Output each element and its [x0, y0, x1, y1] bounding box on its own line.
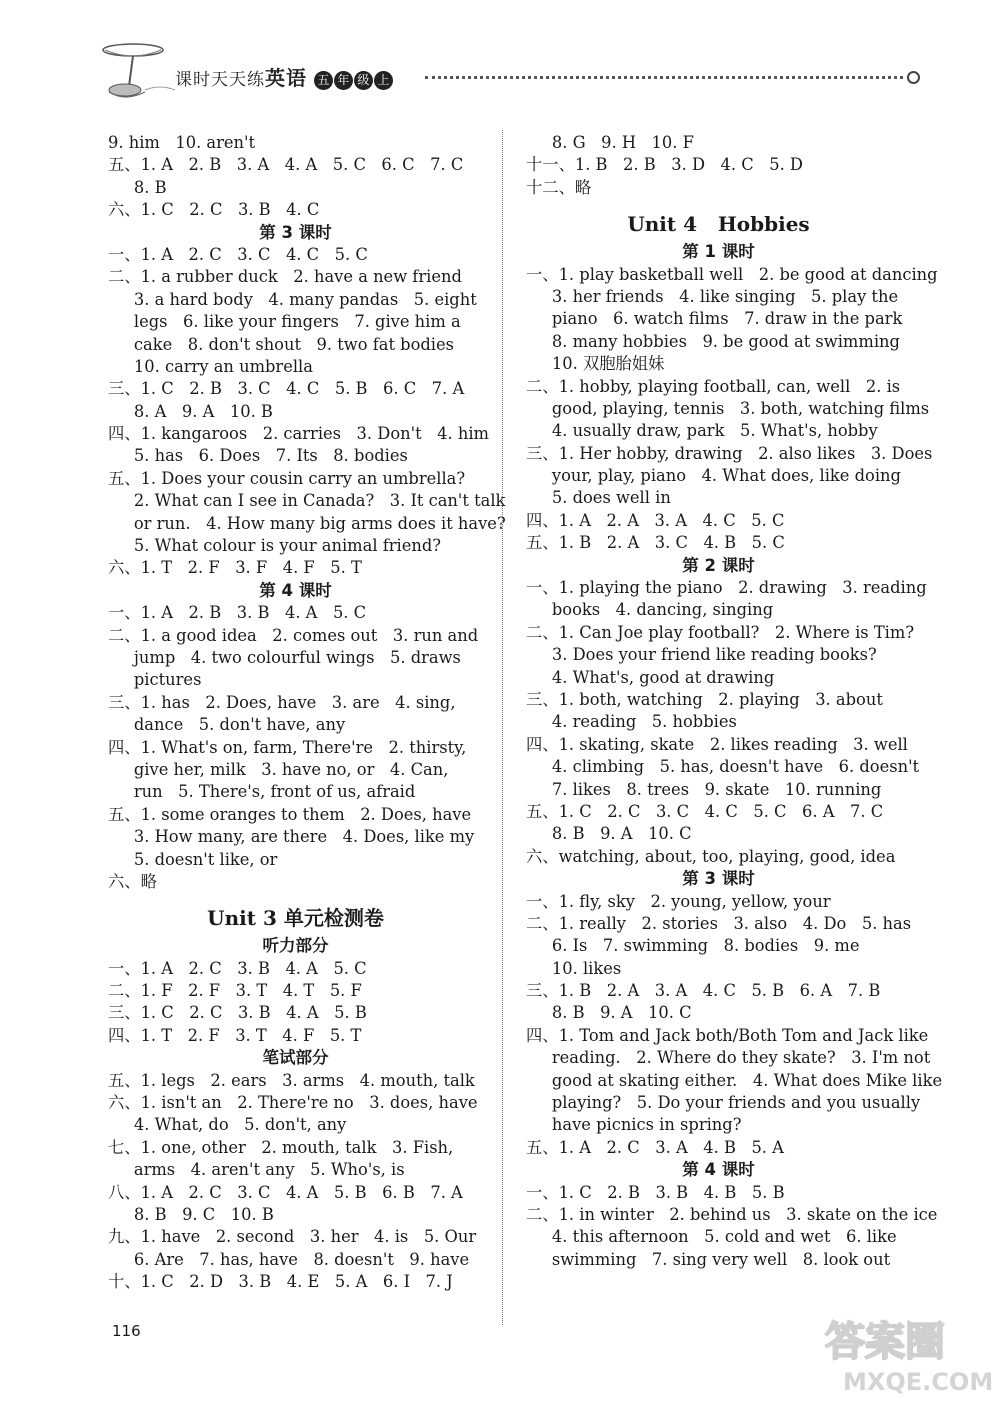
unit-title: Unit 3 单元检测卷	[207, 906, 384, 931]
section-heading: 第 3 课时	[259, 222, 332, 242]
answer-line: pictures	[108, 670, 202, 690]
answer-line: 二、1. a good idea 2. comes out 3. run and	[108, 625, 479, 645]
answer-line: jump 4. two colourful wings 5. draws	[108, 647, 461, 667]
answer-line: books 4. dancing, singing	[526, 600, 774, 620]
answer-line: 一、1. A 2. C 3. C 4. C 5. C	[108, 244, 368, 264]
answer-line: 3. her friends 4. like singing 5. play the	[526, 286, 899, 306]
answer-line: 四、1. kangaroos 2. carries 3. Don't 4. him	[108, 424, 489, 444]
answer-line: 十、1. C 2. D 3. B 4. E 5. A 6. I 7. J	[108, 1272, 453, 1292]
answer-line: 10. 双胞胎姐妹	[526, 354, 665, 374]
answer-line: 三、1. both, watching 2. playing 3. about	[526, 689, 883, 709]
svg-text:答案圈: 答案圈	[825, 1319, 945, 1365]
grade-badge: 级	[354, 71, 373, 90]
answer-line: 五、1. A 2. B 3. A 4. A 5. C 6. C 7. C	[108, 155, 464, 175]
answer-line: reading. 2. Where do they skate? 3. I'm not	[526, 1048, 931, 1068]
header-end-dot	[907, 71, 920, 84]
answer-line: 一、1. A 2. C 3. B 4. A 5. C	[108, 958, 367, 978]
answer-line: 三、1. B 2. A 3. A 4. C 5. B 6. A 7. B	[526, 981, 881, 1001]
answer-line: 二、1. in winter 2. behind us 3. skate on the ice	[526, 1204, 938, 1224]
answer-line: 8. many hobbies 9. be good at swimming	[526, 331, 900, 351]
answer-line: 八、1. A 2. C 3. C 4. A 5. B 6. B 7. A	[108, 1182, 463, 1202]
answer-line: 10. likes	[526, 958, 622, 978]
answer-line: 五、1. A 2. C 3. A 4. B 5. A	[526, 1137, 784, 1157]
grade-badge: 年	[334, 71, 353, 90]
svg-text:MXQE.COM: MXQE.COM	[843, 1368, 994, 1396]
answer-line: cake 8. don't shout 9. two fat bodies	[108, 334, 455, 354]
answer-line: good at skating either. 4. What does Mike like	[526, 1070, 943, 1090]
answer-line: 5. has 6. Does 7. Its 8. bodies	[108, 446, 408, 466]
answer-line: 五、1. B 2. A 3. C 4. B 5. C	[526, 533, 785, 553]
section-heading: 第 2 课时	[682, 555, 755, 575]
answer-line: 十二、略	[526, 177, 592, 197]
answer-line: 2. What can I see in Canada? 3. It can't talk	[108, 491, 506, 511]
grade-badge: 五	[314, 71, 333, 90]
answer-line: 5. does well in	[526, 488, 671, 508]
section-heading: 听力部分	[262, 936, 329, 956]
answer-line: your, play, piano 4. What does, like doing	[526, 466, 901, 486]
answer-line: 二、1. really 2. stories 3. also 4. Do 5. has	[526, 913, 912, 933]
answer-line: good, playing, tennis 3. both, watching films	[526, 398, 930, 418]
answer-line: 8. G 9. H 10. F	[526, 133, 694, 152]
answer-line: 8. B	[108, 177, 167, 197]
answer-line: 五、1. C 2. C 3. C 4. C 5. C 6. A 7. C	[526, 801, 884, 821]
answer-line: 5. doesn't like, or	[108, 849, 278, 869]
answer-line: 8. B 9. A 10. C	[526, 1003, 692, 1023]
unit-title: Unit 4 Hobbies	[627, 212, 810, 237]
answer-line: 六、略	[108, 871, 157, 891]
answer-line: arms 4. aren't any 5. Who's, is	[108, 1160, 405, 1180]
answer-line: 3. How many, are there 4. Does, like my	[108, 827, 475, 847]
answer-line: 5. What colour is your animal friend?	[108, 536, 442, 556]
answer-line: 五、1. Does your cousin carry an umbrella?	[108, 468, 466, 488]
answer-line: 一、1. play basketball well 2. be good at dancing	[526, 264, 938, 284]
answer-line: 九、1. have 2. second 3. her 4. is 5. Our	[108, 1227, 477, 1247]
answer-line: playing? 5. Do your friends and you usually	[526, 1093, 921, 1113]
answer-line: 6. Is 7. swimming 8. bodies 9. me	[526, 936, 860, 956]
right-column	[526, 132, 943, 1271]
answer-line: 二、1. Can Joe play football? 2. Where is Tim?	[526, 622, 915, 642]
answer-line: 六、1. isn't an 2. There're no 3. does, have	[108, 1093, 478, 1113]
answer-line: 8. A 9. A 10. B	[108, 401, 273, 421]
answer-line: 4. reading 5. hobbies	[526, 712, 737, 732]
answer-line: 一、1. playing the piano 2. drawing 3. reading	[526, 578, 927, 598]
answer-line: 五、1. legs 2. ears 3. arms 4. mouth, talk	[108, 1070, 475, 1090]
answer-line: 7. likes 8. trees 9. skate 10. running	[526, 779, 882, 799]
answer-line: have picnics in spring?	[526, 1115, 742, 1135]
answer-line: 四、1. T 2. F 3. T 4. F 5. T	[108, 1025, 362, 1045]
answer-line: 四、1. What's on, farm, There're 2. thirsty,	[108, 737, 467, 757]
answer-line: 十一、1. B 2. B 3. D 4. C 5. D	[526, 155, 803, 175]
answer-line: piano 6. watch films 7. draw in the park	[526, 309, 903, 329]
answer-line: 9. him 10. aren't	[108, 133, 256, 152]
book-title: 课时天天练英语 五 年 级 上	[175, 62, 393, 91]
answer-line: or run. 4. How many big arms does it have?	[108, 513, 506, 533]
answer-line: 一、1. fly, sky 2. young, yellow, your	[526, 891, 831, 911]
answer-line: 六、watching, about, too, playing, good, idea	[526, 846, 896, 866]
answer-line: 8. B 9. A 10. C	[526, 824, 692, 844]
grade-badge: 上	[374, 71, 393, 90]
section-heading: 第 3 课时	[682, 869, 755, 889]
page-header	[95, 40, 925, 110]
section-heading: 第 4 课时	[259, 580, 332, 600]
answer-line: 四、1. skating, skate 2. likes reading 3. well	[526, 734, 908, 754]
answer-line: 二、1. hobby, playing football, can, well 2. is	[526, 376, 901, 396]
answer-line: 4. What's, good at drawing	[526, 667, 775, 687]
answer-line: 4. usually draw, park 5. What's, hobby	[526, 421, 878, 441]
section-heading: 笔试部分	[262, 1048, 329, 1068]
answer-line: 4. What, do 5. don't, any	[108, 1115, 347, 1135]
answer-line: 10. carry an umbrella	[108, 356, 313, 376]
watermark-logo	[815, 1300, 995, 1400]
answer-line: 四、1. Tom and Jack both/Both Tom and Jack like	[526, 1025, 929, 1045]
answer-line: run 5. There's, front of us, afraid	[108, 782, 416, 802]
answer-line: 六、1. C 2. C 3. B 4. C	[108, 200, 320, 220]
answer-line: 一、1. A 2. B 3. B 4. A 5. C	[108, 603, 367, 623]
answer-line: 3. a hard body 4. many pandas 5. eight	[108, 289, 477, 309]
answer-line: give her, milk 3. have no, or 4. Can,	[108, 759, 449, 779]
answer-line: 六、1. T 2. F 3. F 4. F 5. T	[108, 558, 362, 578]
answer-line: swimming 7. sing very well 8. look out	[526, 1249, 891, 1269]
answer-line: dance 5. don't have, any	[108, 715, 346, 735]
answer-line: 三、1. C 2. B 3. C 4. C 5. B 6. C 7. A	[108, 379, 465, 399]
answer-line: 三、1. has 2. Does, have 3. are 4. sing,	[108, 692, 456, 712]
answer-line: legs 6. like your fingers 7. give him a	[108, 312, 461, 332]
answer-line: 二、1. a rubber duck 2. have a new friend	[108, 267, 462, 287]
answer-line: 三、1. Her hobby, drawing 2. also likes 3. Does	[526, 443, 933, 463]
page-number: 116	[112, 1322, 141, 1340]
answer-line: 二、1. F 2. F 3. T 4. T 5. F	[108, 981, 362, 1001]
answer-line: 七、1. one, other 2. mouth, talk 3. Fish,	[108, 1137, 454, 1157]
answer-line: 一、1. C 2. B 3. B 4. B 5. B	[526, 1182, 785, 1202]
answer-line: 五、1. some oranges to them 2. Does, have	[108, 804, 472, 824]
left-column	[108, 132, 506, 1294]
answer-line: 三、1. C 2. C 3. B 4. A 5. B	[108, 1003, 367, 1023]
answer-line: 3. Does your friend like reading books?	[526, 645, 877, 665]
header-dotted-rule	[425, 76, 910, 79]
answer-line: 8. B 9. C 10. B	[108, 1204, 274, 1224]
section-heading: 第 1 课时	[682, 242, 755, 262]
answer-line: 4. climbing 5. has, doesn't have 6. doesn't	[526, 757, 920, 777]
answer-line: 4. this afternoon 5. cold and wet 6. like	[526, 1227, 897, 1247]
answer-line: 6. Are 7. has, have 8. doesn't 9. have	[108, 1249, 470, 1269]
column-divider	[502, 130, 503, 1325]
answer-line: 四、1. A 2. A 3. A 4. C 5. C	[526, 510, 785, 530]
section-heading: 第 4 课时	[682, 1160, 755, 1180]
